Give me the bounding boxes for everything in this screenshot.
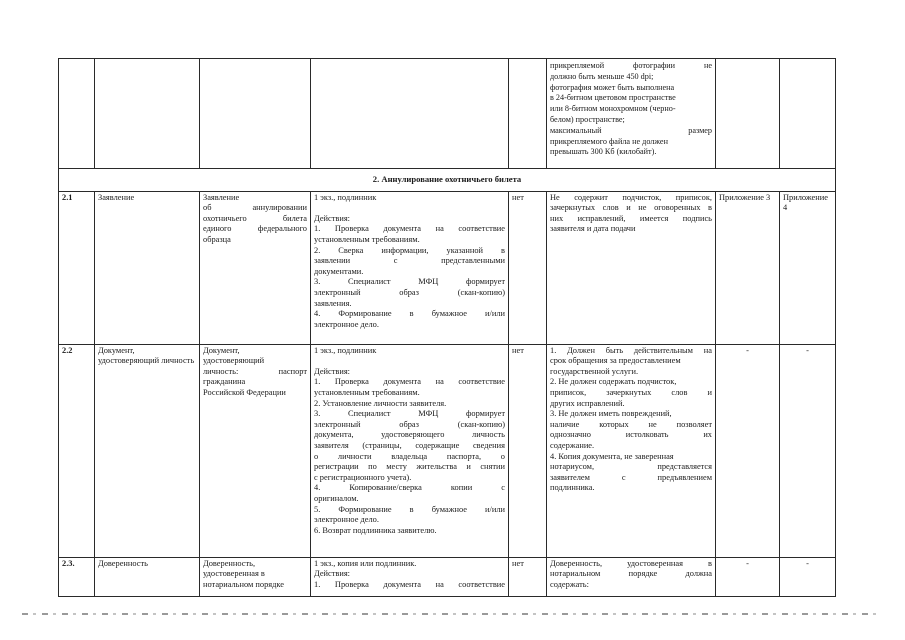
action-line: заявления. — [314, 298, 352, 308]
action-line: 4. Формирование в бумажное и/или — [314, 309, 505, 319]
row-doc-name — [200, 344, 311, 557]
row-condition: нет — [509, 344, 547, 557]
cell-category — [95, 59, 200, 169]
requirement-line: содержание. — [550, 440, 595, 450]
action-line: оригиналом. — [314, 493, 359, 503]
row-sample: - — [780, 557, 836, 596]
row-doc-name — [200, 191, 311, 344]
services-table — [58, 58, 836, 597]
action-line: 6. Возврат подлинника заявителю. — [314, 525, 437, 535]
requirement-line: максимальный размер — [550, 125, 712, 135]
requirement-line: белом) пространстве; — [550, 114, 625, 124]
requirement-line: нотариусом, представляется — [550, 462, 712, 472]
actions-title: Действия: — [314, 366, 351, 376]
doc-name-line: об аннулировании — [203, 203, 307, 213]
action-line: установленным требованиям. — [314, 387, 420, 397]
row-form: - — [716, 344, 780, 557]
row-doc-name — [200, 557, 311, 596]
row-form: - — [716, 557, 780, 596]
cell-requirements — [547, 59, 716, 169]
requirement-line: 2. Не должен содержать подчисток, — [550, 377, 677, 387]
cell-condition — [509, 59, 547, 169]
requirement-line: приписок, зачеркнутых слов и — [550, 387, 712, 397]
requirement-line: нотариальном порядке должна — [550, 569, 712, 579]
requirement-line: 3. Не должен иметь повреждений, — [550, 409, 672, 419]
requirement-line: прикрепляемой фотографии не — [550, 61, 712, 70]
table-row — [59, 344, 836, 557]
row-sample: - — [780, 344, 836, 557]
action-line: заявителя (страницы, содержащие сведения — [314, 440, 505, 450]
action-line: 2. Установление личности заявителя. — [314, 398, 447, 408]
action-line: электронный образ (скан-копию) — [314, 287, 505, 297]
requirement-line: Доверенность, удостоверенная в — [550, 558, 712, 568]
cell-doc-name — [200, 59, 311, 169]
requirement-line: заявителем с предъявлением — [550, 472, 712, 482]
requirement-line: зачеркнутых слов и не оговоренных в — [550, 203, 712, 213]
requirement-line: 1. Должен быть действительным на — [550, 345, 712, 355]
count-line: 1 экз., подлинник — [314, 192, 377, 202]
row-category: Документ, удостоверяющий личность — [95, 344, 200, 557]
action-line: документа, удостоверяющего личность — [314, 430, 505, 440]
row-condition: нет — [509, 557, 547, 596]
action-line: установленным требованиям. — [314, 234, 420, 244]
action-line: заявлении с представленными — [314, 256, 505, 266]
scan-edge-noise — [22, 613, 882, 615]
doc-name-line: Доверенность, — [203, 558, 256, 568]
requirement-line: них исправлений, имеется подпись — [550, 213, 712, 223]
row-actions — [311, 557, 509, 596]
row-requirements — [547, 191, 716, 344]
doc-name-line: Российской Федерации — [203, 387, 286, 397]
doc-name-line: удостоверяющий — [203, 356, 265, 366]
spacer — [314, 203, 505, 214]
cell-actions — [311, 59, 509, 169]
doc-name-line: образца — [203, 234, 231, 244]
requirement-line: превышать 300 Кб (килобайт). — [550, 147, 657, 157]
requirement-line: срок обращения за предоставлением — [550, 356, 681, 366]
doc-name-line: удостоверенная в — [203, 569, 265, 579]
requirement-line: содержать: — [550, 579, 589, 589]
requirement-line: фотография может быть выполнена — [550, 82, 675, 92]
requirement-line: наличие которых не позволяет — [550, 419, 712, 429]
action-line: 4. Копирование/сверка копии с — [314, 483, 505, 493]
requirement-line: в 24-битном цветовом пространстве — [550, 93, 676, 103]
row-actions — [311, 344, 509, 557]
action-line: с регистрационного учета). — [314, 472, 412, 482]
action-line: электронное дело. — [314, 515, 379, 525]
row-number: 2.3. — [59, 557, 95, 596]
requirement-line: государственной услуги. — [550, 366, 639, 376]
row-category: Заявление — [95, 191, 200, 344]
count-line: 1 экз., копия или подлинник. — [314, 558, 417, 568]
action-line: документами. — [314, 266, 364, 276]
doc-name-line: единого федерального — [203, 224, 307, 234]
table-row — [59, 191, 836, 344]
doc-name-line: охотничьего билета — [203, 213, 307, 223]
table-row-continuation — [59, 59, 836, 169]
row-number: 2.1 — [59, 191, 95, 344]
doc-name-line: Заявление — [203, 192, 240, 202]
action-line: 5. Формирование в бумажное и/или — [314, 504, 505, 514]
section-title: 2. Аннулирование охотничьего билета — [59, 169, 836, 192]
requirement-line: 4. Копия документа, не заверенная — [550, 451, 674, 461]
row-requirements — [547, 344, 716, 557]
action-line: 1. Проверка документа на соответствие — [314, 377, 505, 387]
action-line: 2. Сверка информации, указанной в — [314, 245, 505, 255]
row-form: Приложение 3 — [716, 191, 780, 344]
cell-sample — [780, 59, 836, 169]
action-line: 3. Специалист МФЦ формирует — [314, 277, 505, 287]
spacer — [314, 356, 505, 367]
row-sample: Приложение 4 — [780, 191, 836, 344]
requirement-line: однозначно истолковать их — [550, 430, 712, 440]
doc-name-line: Документ, — [203, 345, 240, 355]
action-line: 1. Проверка документа на соответствие — [314, 224, 505, 234]
action-line: электронный образ (скан-копию) — [314, 419, 505, 429]
cell-num — [59, 59, 95, 169]
action-line: 1. Проверка документа на соответствие — [314, 579, 505, 589]
action-line: электронное дело. — [314, 319, 379, 329]
doc-name-line: нотариальном порядке — [203, 579, 284, 589]
section-header-row — [59, 169, 836, 192]
actions-title: Действия: — [314, 213, 351, 223]
row-condition: нет — [509, 191, 547, 344]
row-actions — [311, 191, 509, 344]
table-row — [59, 557, 836, 596]
count-line: 1 экз., подлинник — [314, 345, 377, 355]
row-category: Доверенность — [95, 557, 200, 596]
actions-title: Действия: — [314, 569, 351, 579]
action-line: регистрации по месту жительства и снятии — [314, 462, 505, 472]
requirement-line: заявителя и дата подачи — [550, 224, 636, 234]
requirement-line: других исправлений. — [550, 398, 625, 408]
requirement-line: должно быть меньше 450 dpi; — [550, 71, 654, 81]
cell-form — [716, 59, 780, 169]
requirement-line: или 8-битном монохромном (черно- — [550, 104, 676, 114]
action-line: о личности владельца паспорта, о — [314, 451, 505, 461]
doc-name-line: личность: паспорт — [203, 366, 307, 376]
requirement-line: прикрепляемого файла не должен — [550, 136, 668, 146]
row-requirements — [547, 557, 716, 596]
requirement-line: Не содержит подчисток, приписок, — [550, 192, 712, 202]
action-line: 3. Специалист МФЦ формирует — [314, 409, 505, 419]
requirement-line: подлинника. — [550, 483, 595, 493]
doc-name-line: гражданина — [203, 377, 246, 387]
row-number: 2.2 — [59, 344, 95, 557]
